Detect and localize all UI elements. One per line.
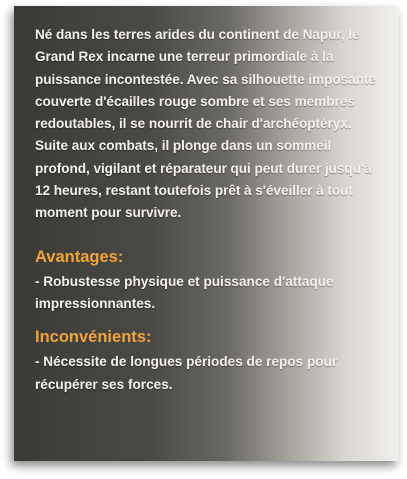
disadvantages-title: Inconvénients: xyxy=(35,328,152,347)
advantages-title: Avantages: xyxy=(35,247,124,266)
creature-info-panel xyxy=(14,6,399,461)
disadvantages-text: - Nécessite de longues périodes de repos pour récupérer ses forces. xyxy=(35,354,338,392)
creature-description: Né dans les terres arides du continent de Napur, le Grand Rex incarne une terreur primordiale à la puissance incontestée. Avec sa silhouette imposante couverte d'écailles rouge sombre et ses membres redoutables, il se nourrit de chair d'archéoptéryx. Suite aux combats, il plonge dans un sommeil profond, vigilant et réparateur qui peut durer jusqu'à 12 heures, restant toutefois prêt à s'éveiller à tout moment pour survivre. xyxy=(35,27,376,221)
advantages-text: - Robustesse physique et puissance d'attaque impressionnantes. xyxy=(35,273,334,311)
